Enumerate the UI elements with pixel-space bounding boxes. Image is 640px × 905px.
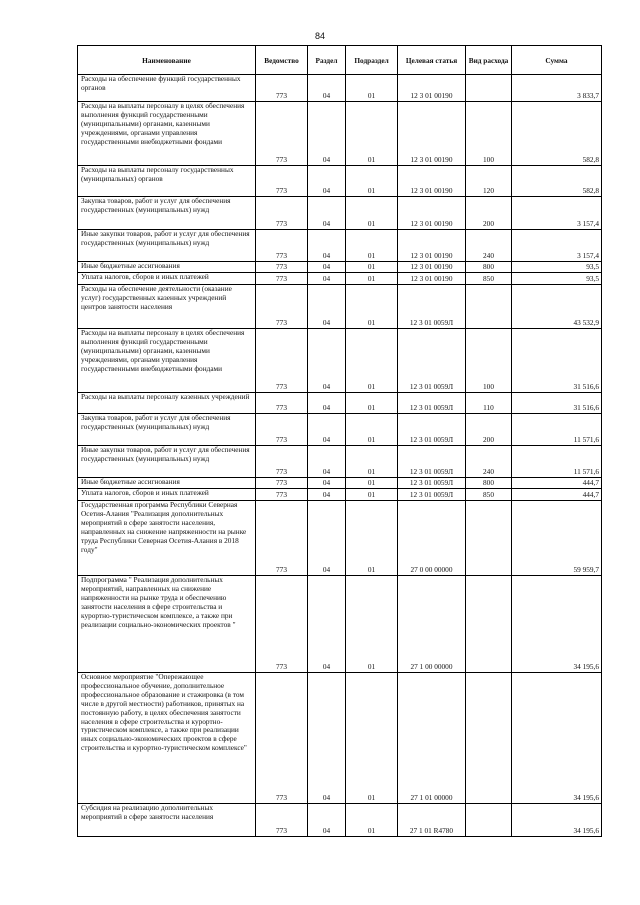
header-target: Целевая статья: [398, 46, 466, 75]
row-target: 12 3 01 00190: [398, 273, 466, 285]
row-subsection: 01: [346, 446, 398, 478]
row-name: Расходы на выплаты персоналу в целях обеспечения выполнения функций государственными (муниципальными) органами, казенными учреждениями, органами управления государственными внебюджетными фондами: [78, 329, 256, 393]
row-name: Иные закупки товаров, работ и услуг для обеспечения государственных (муниципальных) нужд: [78, 446, 256, 478]
row-sum: 3 833,7: [512, 75, 602, 102]
row-name: Иные закупки товаров, работ и услуг для обеспечения государственных (муниципальных) нужд: [78, 230, 256, 262]
row-target: 27 1 00 00000: [398, 576, 466, 673]
table-row: [78, 576, 602, 673]
row-section: 04: [308, 446, 346, 478]
row-name: Подпрограмма " Реализация дополнительных мероприятий, направленных на снижение напряженности на рынке труда и обеспечению занятости населения в сфере строительства и курортно-туристическом комплексе, а также при реализации социально-экономических проектов ": [78, 576, 256, 673]
table-row: [78, 804, 602, 837]
row-section: 04: [308, 804, 346, 837]
row-name: Субсидия на реализацию дополнительных мероприятий в сфере занятости населения: [78, 804, 256, 837]
row-type: [466, 804, 512, 837]
row-sum: 34 195,6: [512, 673, 602, 804]
row-dept: 773: [256, 329, 308, 393]
table-row: [78, 446, 602, 478]
row-type: 240: [466, 446, 512, 478]
row-sum: 444,7: [512, 478, 602, 489]
row-name: Расходы на обеспечение деятельности (оказание услуг) государственных казенных учреждений центров занятости населения: [78, 285, 256, 329]
row-section: 04: [308, 673, 346, 804]
row-section: 04: [308, 75, 346, 102]
row-type: [466, 285, 512, 329]
header-section: Раздел: [308, 46, 346, 75]
row-target: 12 3 01 0059Л: [398, 285, 466, 329]
row-name: Расходы на выплаты персоналу казенных учреждений: [78, 393, 256, 414]
row-target: 12 3 01 00190: [398, 75, 466, 102]
table-row: [78, 478, 602, 489]
row-name: Основное мероприятие "Опережающее профессиональное обучение, дополнительное профессиональное образование и стажировка (в том числе в другой местности) работников, принятых на постоянную работу, в целях обеспечения занятости населения в сфере строительства и курортно-туристическом комплексе, а также при реализации иных социально-экономических проектов в сфере строительства и курортно-туристическом комплексе": [78, 673, 256, 804]
row-name: Расходы на обеспечение функций государственных органов: [78, 75, 256, 102]
table-row: [78, 166, 602, 197]
row-type: 120: [466, 166, 512, 197]
row-name: Закупка товаров, работ и услуг для обеспечения государственных (муниципальных) нужд: [78, 414, 256, 446]
table-row: [78, 489, 602, 501]
row-type: [466, 75, 512, 102]
row-section: 04: [308, 273, 346, 285]
row-section: 04: [308, 262, 346, 273]
row-dept: 773: [256, 446, 308, 478]
row-section: 04: [308, 285, 346, 329]
row-dept: 773: [256, 230, 308, 262]
row-sum: 34 195,6: [512, 804, 602, 837]
row-dept: 773: [256, 478, 308, 489]
table-row: [78, 673, 602, 804]
row-subsection: 01: [346, 197, 398, 230]
budget-table: [77, 45, 602, 837]
table-row: [78, 285, 602, 329]
row-subsection: 01: [346, 262, 398, 273]
row-target: 12 3 01 00190: [398, 262, 466, 273]
row-subsection: 01: [346, 75, 398, 102]
row-sum: 43 532,9: [512, 285, 602, 329]
row-type: 200: [466, 414, 512, 446]
row-name: Уплата налогов, сборов и иных платежей: [78, 273, 256, 285]
row-subsection: 01: [346, 393, 398, 414]
row-dept: 773: [256, 75, 308, 102]
row-dept: 773: [256, 673, 308, 804]
row-subsection: 01: [346, 414, 398, 446]
row-subsection: 01: [346, 673, 398, 804]
row-name: Уплата налогов, сборов и иных платежей: [78, 489, 256, 501]
row-subsection: 01: [346, 166, 398, 197]
row-name: Расходы на выплаты персоналу государственных (муниципальных) органов: [78, 166, 256, 197]
row-target: 27 1 01 00000: [398, 673, 466, 804]
row-target: 27 0 00 00000: [398, 501, 466, 576]
row-target: 12 3 01 0059Л: [398, 414, 466, 446]
row-dept: 773: [256, 197, 308, 230]
row-dept: 773: [256, 576, 308, 673]
row-target: 27 1 01 R4780: [398, 804, 466, 837]
row-type: 100: [466, 102, 512, 166]
table-row: [78, 262, 602, 273]
row-subsection: 01: [346, 102, 398, 166]
row-section: 04: [308, 329, 346, 393]
row-type: 850: [466, 489, 512, 501]
row-section: 04: [308, 478, 346, 489]
header-name: Наименование: [78, 46, 256, 75]
row-section: 04: [308, 489, 346, 501]
row-target: 12 3 01 00190: [398, 230, 466, 262]
row-dept: 773: [256, 166, 308, 197]
table-row: [78, 273, 602, 285]
row-sum: 582,8: [512, 166, 602, 197]
row-target: 12 3 01 0059Л: [398, 446, 466, 478]
table-row: [78, 102, 602, 166]
header-type: Вид расхода: [466, 46, 512, 75]
row-sum: 11 571,6: [512, 414, 602, 446]
row-sum: 3 157,4: [512, 230, 602, 262]
row-name: Государственная программа Республики Северная Осетия-Алания "Реализация дополнительных мероприятий в сфере занятости населения, направленных на снижение напряженности на рынке труда Республики Северная Осетия-Алания в 2018 году": [78, 501, 256, 576]
row-section: 04: [308, 197, 346, 230]
row-dept: 773: [256, 489, 308, 501]
row-type: 800: [466, 262, 512, 273]
row-section: 04: [308, 166, 346, 197]
row-sum: 31 516,6: [512, 329, 602, 393]
row-sum: 93,5: [512, 273, 602, 285]
row-name: Расходы на выплаты персоналу в целях обеспечения выполнения функций государственными (муниципальными) органами, казенными учреждениями, органами управления государственными внебюджетными фондами: [78, 102, 256, 166]
row-subsection: 01: [346, 329, 398, 393]
row-target: 12 3 01 0059Л: [398, 478, 466, 489]
row-subsection: 01: [346, 804, 398, 837]
row-sum: 11 571,6: [512, 446, 602, 478]
row-target: 12 3 01 00190: [398, 166, 466, 197]
row-type: 110: [466, 393, 512, 414]
page-number: 84: [314, 31, 325, 41]
row-target: 12 3 01 0059Л: [398, 393, 466, 414]
row-name: Иные бюджетные ассигнования: [78, 262, 256, 273]
row-subsection: 01: [346, 489, 398, 501]
row-dept: 773: [256, 285, 308, 329]
row-target: 12 3 01 0059Л: [398, 329, 466, 393]
row-subsection: 01: [346, 230, 398, 262]
row-subsection: 01: [346, 576, 398, 673]
row-subsection: 01: [346, 285, 398, 329]
row-sum: 444,7: [512, 489, 602, 501]
row-sum: 3 157,4: [512, 197, 602, 230]
table-row: [78, 501, 602, 576]
table-row: [78, 329, 602, 393]
row-section: 04: [308, 501, 346, 576]
row-subsection: 01: [346, 478, 398, 489]
table-row: [78, 75, 602, 102]
table-row: [78, 393, 602, 414]
row-type: 800: [466, 478, 512, 489]
row-type: [466, 673, 512, 804]
row-subsection: 01: [346, 273, 398, 285]
row-target: 12 3 01 0059Л: [398, 489, 466, 501]
row-section: 04: [308, 414, 346, 446]
row-section: 04: [308, 102, 346, 166]
header-dept: Ведомство: [256, 46, 308, 75]
table-header-row: [78, 46, 602, 75]
row-sum: 34 195,6: [512, 576, 602, 673]
row-dept: 773: [256, 501, 308, 576]
header-subsection: Подраздел: [346, 46, 398, 75]
row-name: Закупка товаров, работ и услуг для обеспечения государственных (муниципальных) нужд: [78, 197, 256, 230]
table-row: [78, 414, 602, 446]
row-type: [466, 501, 512, 576]
row-type: 200: [466, 197, 512, 230]
row-name: Иные бюджетные ассигнования: [78, 478, 256, 489]
row-sum: 93,5: [512, 262, 602, 273]
row-section: 04: [308, 576, 346, 673]
header-sum: Сумма: [512, 46, 602, 75]
row-type: 240: [466, 230, 512, 262]
row-dept: 773: [256, 804, 308, 837]
row-dept: 773: [256, 273, 308, 285]
row-dept: 773: [256, 102, 308, 166]
table-row: [78, 230, 602, 262]
row-sum: 582,8: [512, 102, 602, 166]
row-dept: 773: [256, 393, 308, 414]
row-dept: 773: [256, 414, 308, 446]
row-target: 12 3 01 00190: [398, 102, 466, 166]
row-sum: 59 959,7: [512, 501, 602, 576]
row-sum: 31 516,6: [512, 393, 602, 414]
row-subsection: 01: [346, 501, 398, 576]
row-section: 04: [308, 230, 346, 262]
row-type: [466, 576, 512, 673]
row-section: 04: [308, 393, 346, 414]
table-row: [78, 197, 602, 230]
row-target: 12 3 01 00190: [398, 197, 466, 230]
row-type: 100: [466, 329, 512, 393]
row-type: 850: [466, 273, 512, 285]
row-dept: 773: [256, 262, 308, 273]
